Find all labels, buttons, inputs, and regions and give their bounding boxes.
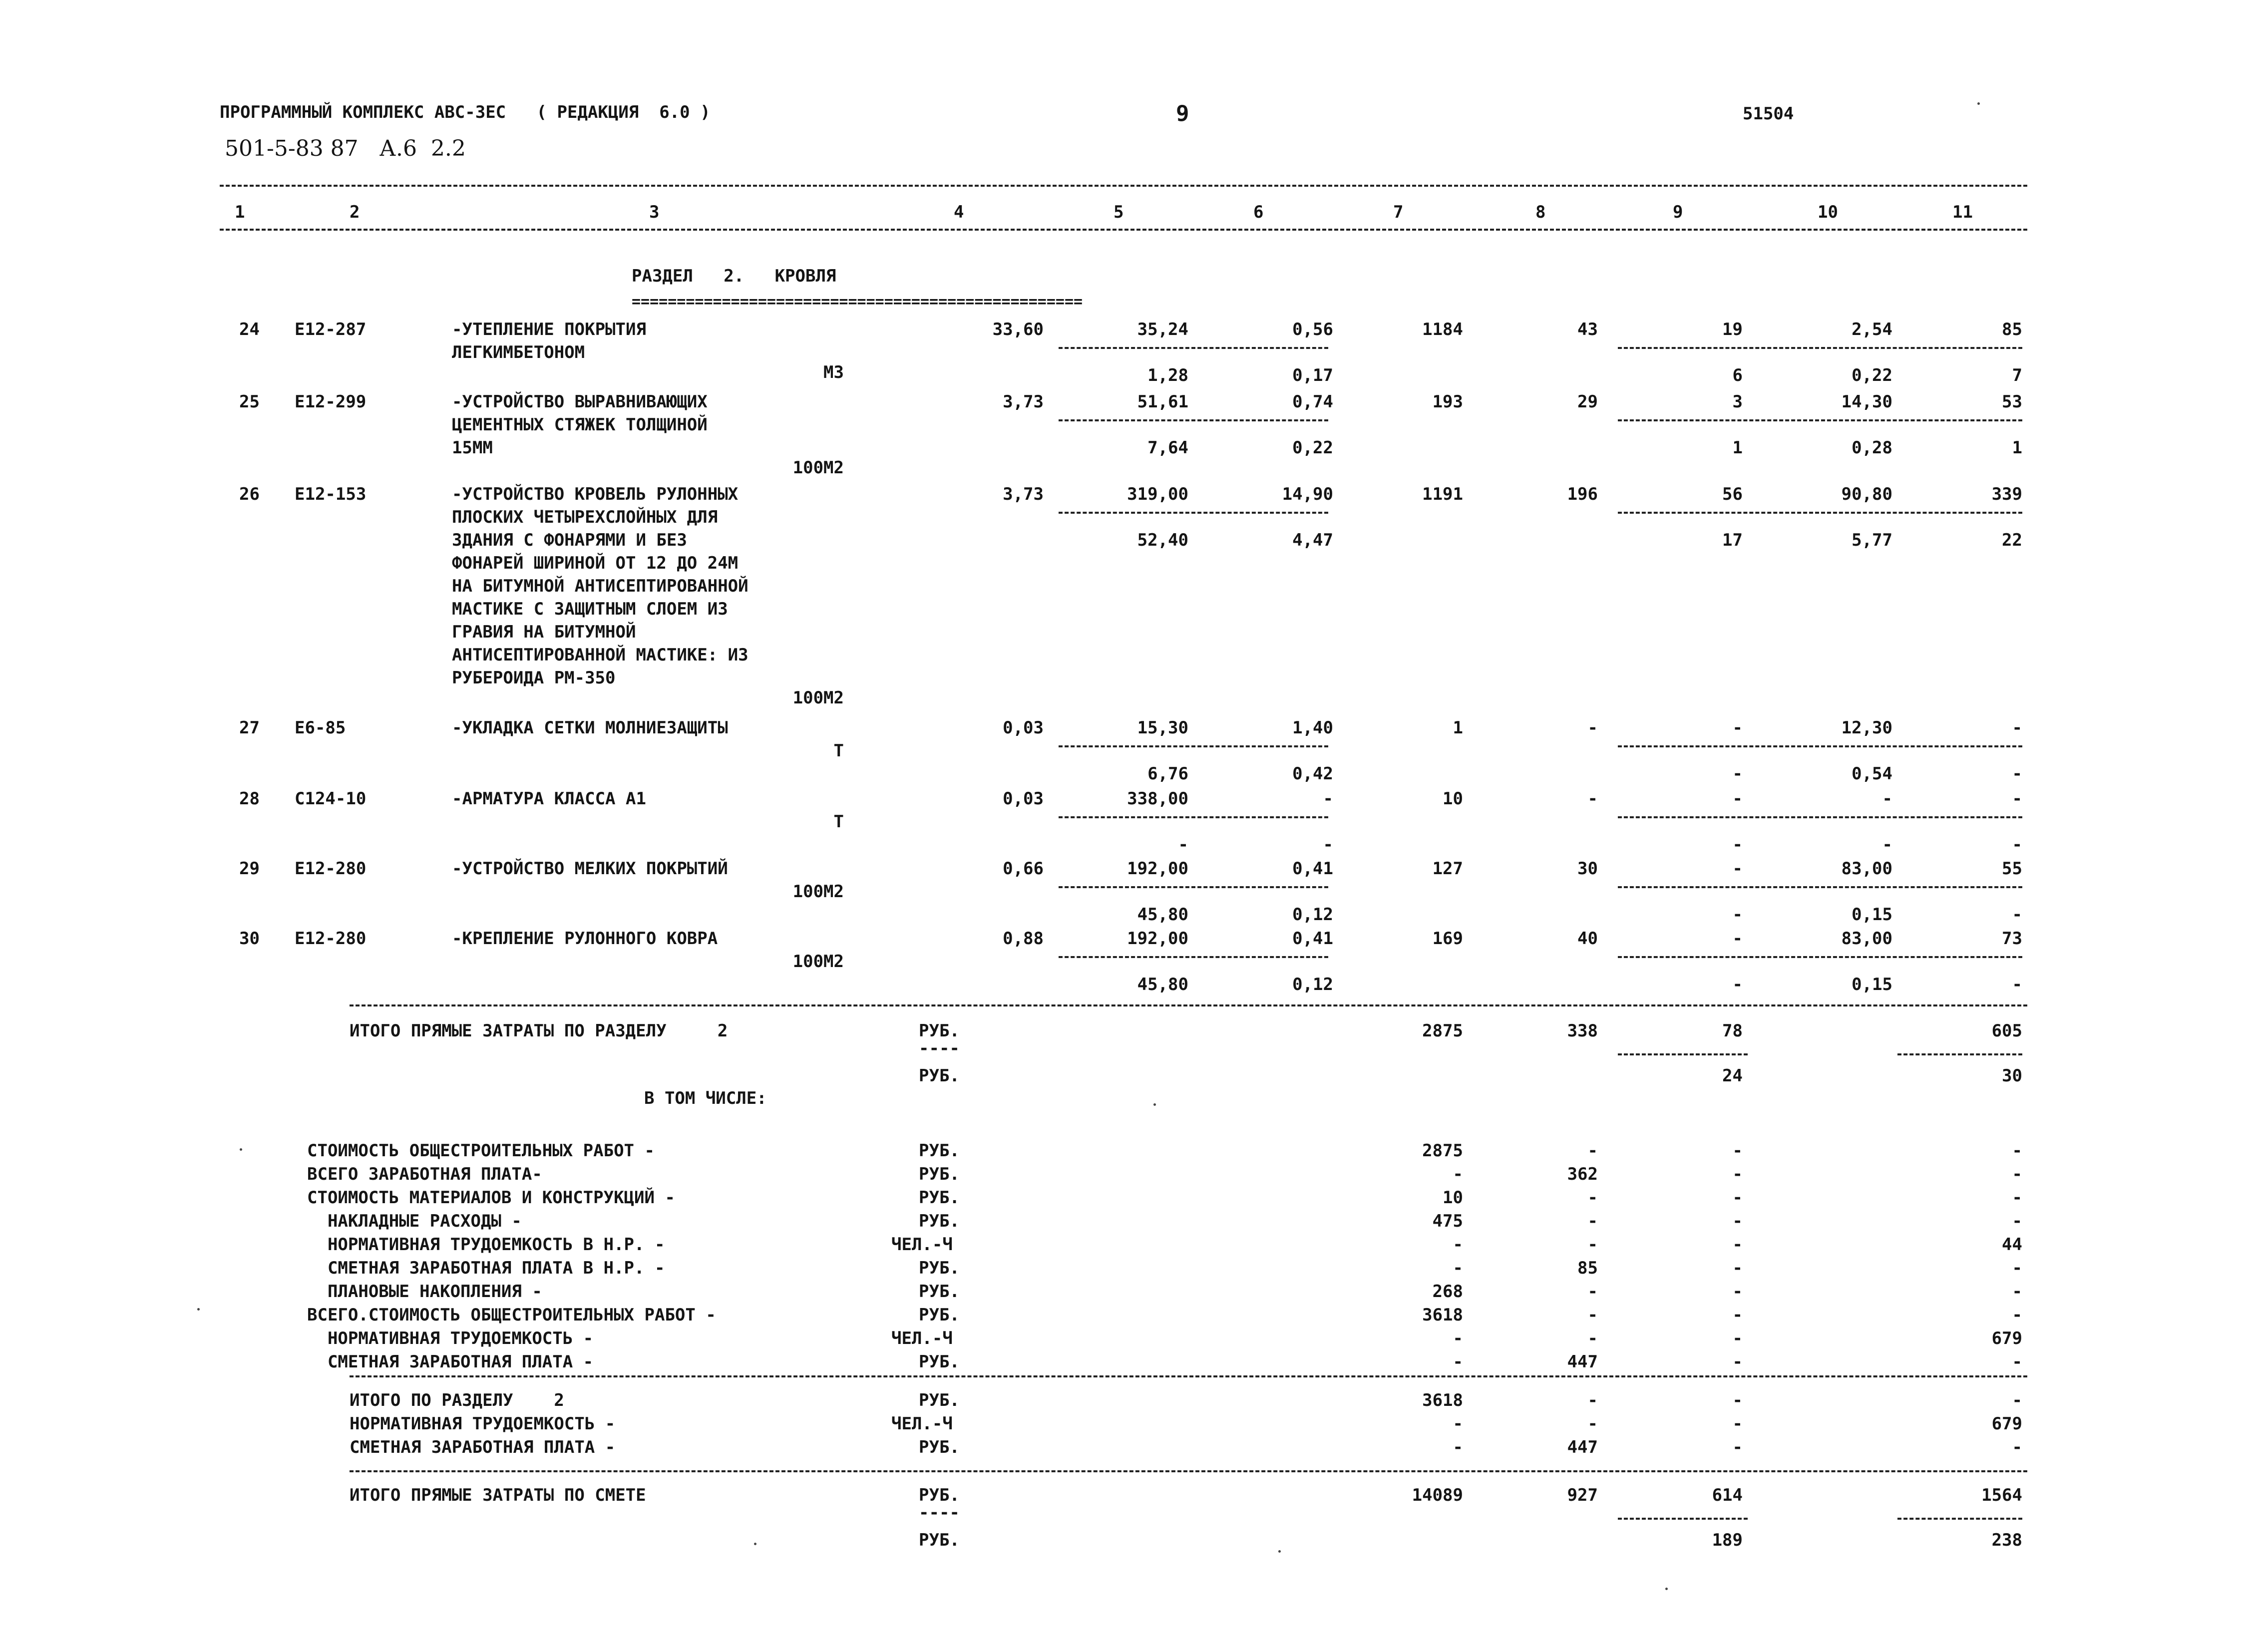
row-c5: 35,24: [1137, 320, 1188, 339]
row-c9: -: [1732, 859, 1743, 879]
including-unit: РУБ.: [919, 1141, 960, 1161]
including-c8: -: [1587, 1211, 1598, 1231]
direct-costs-dashes: ----: [919, 1038, 960, 1058]
row-c6: -: [1323, 789, 1333, 809]
including-c7: 2875: [1422, 1141, 1463, 1161]
row-c9-second: 6: [1732, 365, 1743, 385]
section-title: РАЗДЕЛ 2. КРОВЛЯ: [632, 266, 836, 286]
row-c6: 1,40: [1292, 718, 1333, 738]
column-number: 3: [649, 202, 660, 222]
including-c7: -: [1453, 1164, 1463, 1184]
including-c11: -: [2012, 1188, 2022, 1208]
row-c6-second: 0,12: [1292, 975, 1333, 994]
row-c10: 83,00: [1841, 859, 1892, 879]
row-c6-second: -: [1323, 835, 1333, 855]
direct-costs-c7: 2875: [1422, 1021, 1463, 1041]
row-c10: -: [1882, 789, 1892, 809]
estimate-totals-c11: 1564: [1981, 1485, 2022, 1505]
estimate-totals-c9-rule: [1618, 1518, 1748, 1520]
row-subtotal-rule: [1059, 956, 1328, 958]
row-c9-second: -: [1732, 905, 1743, 925]
row-subtotal-rule: [1059, 419, 1328, 421]
row-c9-second: 1: [1732, 438, 1743, 458]
including-c8: 447: [1567, 1352, 1598, 1372]
row-c5-second: 52,40: [1137, 530, 1188, 550]
section-total-label: СМЕТНАЯ ЗАРАБОТНАЯ ПЛАТА -: [350, 1437, 616, 1457]
row-number: 29: [239, 859, 260, 879]
scan-speck: [1278, 1550, 1281, 1553]
section-total-c11: 679: [1991, 1414, 2022, 1434]
estimate-totals-c9: 614: [1712, 1485, 1743, 1505]
row-c7: 1184: [1422, 320, 1463, 339]
direct-costs-c9b: 24: [1722, 1066, 1743, 1086]
row-c7: 169: [1432, 929, 1463, 949]
section-total-c11: -: [2012, 1437, 2022, 1457]
row-code: Е12-287: [295, 320, 367, 339]
including-c11: -: [2012, 1282, 2022, 1302]
including-c8: -: [1587, 1188, 1598, 1208]
including-c9: -: [1732, 1258, 1743, 1278]
including-c9: -: [1732, 1305, 1743, 1325]
row-description-line: ЦЕМЕНТНЫХ СТЯЖЕК ТОЛЩИНОЙ: [452, 415, 708, 435]
row-c7: 1: [1453, 718, 1463, 738]
header-rule-top: [220, 185, 2027, 187]
row-number: 28: [239, 789, 260, 809]
row-c10: 14,30: [1841, 392, 1892, 412]
row-description-line: -УСТРОЙСТВО ВЫРАВНИВАЮЩИХ: [452, 392, 708, 412]
row-subtotal-rule: [1059, 347, 1328, 349]
row-subtotal-rule: [1059, 745, 1328, 747]
including-c7: -: [1453, 1328, 1463, 1348]
including-c11: -: [2012, 1211, 2022, 1231]
including-unit: РУБ.: [919, 1211, 960, 1231]
section-total-c7: 3618: [1422, 1390, 1463, 1410]
section-total-unit: РУБ.: [919, 1437, 960, 1457]
row-unit: Т: [833, 741, 844, 761]
row-code: Е12-280: [295, 929, 367, 949]
estimate-totals-c11b: 238: [1991, 1530, 2022, 1550]
row-c5-second: -: [1178, 835, 1188, 855]
scan-speck: [1153, 1103, 1156, 1106]
row-c6-second: 0,12: [1292, 905, 1333, 925]
section-total-c8: -: [1587, 1390, 1598, 1410]
row-description-line: -КРЕПЛЕНИЕ РУЛОННОГО КОВРА: [452, 929, 718, 949]
row-c4: 3,73: [1003, 392, 1044, 412]
including-c9: -: [1732, 1235, 1743, 1255]
column-number: 5: [1114, 202, 1124, 222]
row-number: 25: [239, 392, 260, 412]
row-c5-second: 6,76: [1147, 764, 1188, 784]
row-c9: -: [1732, 789, 1743, 809]
including-c11: -: [2012, 1164, 2022, 1184]
including-label: НОРМАТИВНАЯ ТРУДОЕМКОСТЬ В Н.Р. -: [307, 1235, 665, 1255]
section-total-label: ИТОГО ПО РАЗДЕЛУ 2: [350, 1390, 564, 1410]
row-c6: 0,56: [1292, 320, 1333, 339]
including-c7: 3618: [1422, 1305, 1463, 1325]
direct-costs-c11: 605: [1991, 1021, 2022, 1041]
row-c9-second: -: [1732, 764, 1743, 784]
row-c7: 193: [1432, 392, 1463, 412]
estimate-totals-c8: 927: [1567, 1485, 1598, 1505]
estimate-totals-c11-rule: [1897, 1518, 2022, 1520]
row-c11-second: -: [2012, 764, 2022, 784]
row-code: Е12-299: [295, 392, 367, 412]
including-c9: -: [1732, 1188, 1743, 1208]
section-total-unit: ЧЕЛ.-Ч: [891, 1414, 953, 1434]
row-description-line: МАСТИКЕ С ЗАЩИТНЫМ СЛОЕМ ИЗ: [452, 599, 728, 619]
row-c10-second: 0,54: [1852, 764, 1892, 784]
including-c11: 44: [2002, 1235, 2022, 1255]
totals-rule: [350, 1004, 2027, 1006]
row-c9: 3: [1732, 392, 1743, 412]
row-c10: 83,00: [1841, 929, 1892, 949]
handwritten-reference: 501-5-83 87 А.6 2.2: [225, 136, 466, 161]
including-c8: -: [1587, 1235, 1598, 1255]
including-label: НАКЛАДНЫЕ РАСХОДЫ -: [307, 1211, 522, 1231]
row-c11: 339: [1991, 484, 2022, 504]
including-unit: РУБ.: [919, 1282, 960, 1302]
row-c10-second: 0,22: [1852, 365, 1892, 385]
direct-costs-c9-rule: [1618, 1053, 1748, 1055]
row-c5: 338,00: [1127, 789, 1188, 809]
row-c4: 0,03: [1003, 718, 1044, 738]
estimate-totals-label: ИТОГО ПРЯМЫЕ ЗАТРАТЫ ПО СМЕТЕ: [350, 1485, 646, 1505]
row-subtotal-rule: [1618, 956, 2022, 958]
row-c6-second: 0,17: [1292, 365, 1333, 385]
estimate-totals-dashes: ----: [919, 1503, 960, 1523]
row-code: Е6-85: [295, 718, 346, 738]
row-description-line: -АРМАТУРА КЛАССА А1: [452, 789, 646, 809]
including-c11: -: [2012, 1141, 2022, 1161]
column-number: 7: [1393, 202, 1404, 222]
row-c4: 33,60: [992, 320, 1044, 339]
scan-speck: [240, 1148, 242, 1151]
row-subtotal-rule: [1618, 886, 2022, 888]
row-unit: 100М2: [792, 882, 844, 902]
section-totals-rule: [350, 1375, 2027, 1377]
row-description-line: -УКЛАДКА СЕТКИ МОЛНИЕЗАЩИТЫ: [452, 718, 728, 738]
including-c9: -: [1732, 1282, 1743, 1302]
row-number: 24: [239, 320, 260, 339]
row-code: Е12-153: [295, 484, 367, 504]
row-description-line: ЛЕГКИМБЕТОНОМ: [452, 342, 585, 362]
estimate-totals-unit-2: РУБ.: [919, 1530, 960, 1550]
row-c10: 90,80: [1841, 484, 1892, 504]
row-description-line: -УСТРОЙСТВО КРОВЕЛЬ РУЛОННЫХ: [452, 484, 739, 504]
direct-costs-c11b: 30: [2002, 1066, 2022, 1086]
row-c11-second: 7: [2012, 365, 2022, 385]
row-c11: 85: [2002, 320, 2022, 339]
including-unit: РУБ.: [919, 1352, 960, 1372]
section-title-underline: ==================================================: [632, 293, 1083, 311]
row-description-line: ЗДАНИЯ С ФОНАРЯМИ И БЕЗ: [452, 530, 687, 550]
row-c8: 30: [1577, 859, 1598, 879]
row-code: Е12-280: [295, 859, 367, 879]
including-label: СТОИМОСТЬ ОБЩЕСТРОИТЕЛЬНЫХ РАБОТ -: [307, 1141, 655, 1161]
row-c11: 55: [2002, 859, 2022, 879]
row-c11-second: 1: [2012, 438, 2022, 458]
including-c11: -: [2012, 1305, 2022, 1325]
row-subtotal-rule: [1059, 512, 1328, 514]
including-label: ПЛАНОВЫЕ НАКОПЛЕНИЯ -: [307, 1282, 542, 1302]
direct-costs-c9: 78: [1722, 1021, 1743, 1041]
row-number: 26: [239, 484, 260, 504]
including-c8: 362: [1567, 1164, 1598, 1184]
row-c9-second: -: [1732, 975, 1743, 994]
row-c9-second: 17: [1722, 530, 1743, 550]
row-c9: -: [1732, 718, 1743, 738]
row-c6-second: 4,47: [1292, 530, 1333, 550]
column-number: 2: [350, 202, 360, 222]
including-c8: -: [1587, 1328, 1598, 1348]
row-c10-second: 5,77: [1852, 530, 1892, 550]
row-c8: 196: [1567, 484, 1598, 504]
row-c5: 319,00: [1127, 484, 1188, 504]
row-code: С124-10: [295, 789, 367, 809]
section-total-c9: -: [1732, 1390, 1743, 1410]
estimate-totals-rule: [350, 1470, 2027, 1472]
including-c9: -: [1732, 1164, 1743, 1184]
row-c11: -: [2012, 718, 2022, 738]
row-description-line: -УТЕПЛЕНИЕ ПОКРЫТИЯ: [452, 320, 646, 339]
including-unit: РУБ.: [919, 1188, 960, 1208]
row-c9: 56: [1722, 484, 1743, 504]
row-c8: -: [1587, 718, 1598, 738]
including-c7: -: [1453, 1352, 1463, 1372]
row-c6: 0,41: [1292, 859, 1333, 879]
row-c11-second: -: [2012, 975, 2022, 994]
row-c5: 192,00: [1127, 929, 1188, 949]
estimate-totals-c7: 14089: [1412, 1485, 1463, 1505]
row-c11: 53: [2002, 392, 2022, 412]
row-c10-second: 0,15: [1852, 975, 1892, 994]
row-c10-second: -: [1882, 835, 1892, 855]
including-c7: 475: [1432, 1211, 1463, 1231]
including-title: В ТОМ ЧИСЛЕ:: [644, 1088, 767, 1108]
section-total-c7: -: [1453, 1414, 1463, 1434]
row-c5-second: 45,80: [1137, 975, 1188, 994]
row-unit: 100М2: [792, 688, 844, 708]
row-subtotal-rule: [1618, 419, 2022, 421]
section-total-c9: -: [1732, 1414, 1743, 1434]
row-c4: 3,73: [1003, 484, 1044, 504]
row-c6-second: 0,42: [1292, 764, 1333, 784]
row-description-line: ФОНАРЕЙ ШИРИНОЙ ОТ 12 ДО 24М: [452, 553, 739, 573]
column-number: 1: [235, 202, 245, 222]
row-c7: 1191: [1422, 484, 1463, 504]
row-c11-second: -: [2012, 835, 2022, 855]
including-c7: 10: [1443, 1188, 1463, 1208]
row-description-line: ПЛОСКИХ ЧЕТЫРЕХСЛОЙНЫХ ДЛЯ: [452, 507, 718, 527]
row-c6: 14,90: [1282, 484, 1333, 504]
scan-speck: [754, 1543, 756, 1545]
row-c8: -: [1587, 789, 1598, 809]
row-c11: 73: [2002, 929, 2022, 949]
row-c10: 2,54: [1852, 320, 1892, 339]
row-c9: -: [1732, 929, 1743, 949]
row-c5-second: 45,80: [1137, 905, 1188, 925]
row-description-line: 15ММ: [452, 438, 493, 458]
section-total-c11: -: [2012, 1390, 2022, 1410]
row-c4: 0,88: [1003, 929, 1044, 949]
including-c7: -: [1453, 1235, 1463, 1255]
row-c10-second: 0,15: [1852, 905, 1892, 925]
row-subtotal-rule: [1618, 816, 2022, 818]
including-unit: РУБ.: [919, 1258, 960, 1278]
header-rule-bottom: [220, 229, 2027, 231]
row-unit: 100М2: [792, 458, 844, 478]
column-number: 6: [1253, 202, 1264, 222]
including-unit: ЧЕЛ.-Ч: [891, 1235, 953, 1255]
row-c7: 10: [1443, 789, 1463, 809]
including-c8: -: [1587, 1141, 1598, 1161]
including-c7: -: [1453, 1258, 1463, 1278]
row-number: 30: [239, 929, 260, 949]
row-c5: 192,00: [1127, 859, 1188, 879]
row-description-line: -УСТРОЙСТВО МЕЛКИХ ПОКРЫТИЙ: [452, 859, 728, 879]
row-c7: 127: [1432, 859, 1463, 879]
row-c11-second: 22: [2002, 530, 2022, 550]
row-c5: 51,61: [1137, 392, 1188, 412]
row-description-line: РУБЕРОИДА РМ-350: [452, 668, 616, 688]
direct-costs-c11-rule: [1897, 1053, 2022, 1055]
direct-costs-label: ИТОГО ПРЯМЫЕ ЗАТРАТЫ ПО РАЗДЕЛУ 2: [350, 1021, 728, 1041]
column-number: 8: [1535, 202, 1546, 222]
including-label: ВСЕГО.СТОИМОСТЬ ОБЩЕСТРОИТЕЛЬНЫХ РАБОТ -: [307, 1305, 716, 1325]
scan-speck: [1665, 1588, 1668, 1590]
section-total-c9: -: [1732, 1437, 1743, 1457]
row-unit: Т: [833, 812, 844, 832]
direct-costs-unit-2: РУБ.: [919, 1066, 960, 1086]
including-c11: -: [2012, 1258, 2022, 1278]
including-label: НОРМАТИВНАЯ ТРУДОЕМКОСТЬ -: [307, 1328, 594, 1348]
including-c9: -: [1732, 1328, 1743, 1348]
direct-costs-unit: РУБ.: [919, 1021, 960, 1041]
row-c9: 19: [1722, 320, 1743, 339]
section-total-unit: РУБ.: [919, 1390, 960, 1410]
including-c9: -: [1732, 1211, 1743, 1231]
including-unit: РУБ.: [919, 1305, 960, 1325]
including-unit: РУБ.: [919, 1164, 960, 1184]
row-c4: 0,66: [1003, 859, 1044, 879]
including-c8: -: [1587, 1305, 1598, 1325]
including-c11: -: [2012, 1352, 2022, 1372]
row-c10-second: 0,28: [1852, 438, 1892, 458]
row-c11-second: -: [2012, 905, 2022, 925]
row-c6: 0,74: [1292, 392, 1333, 412]
row-description-line: ГРАВИЯ НА БИТУМНОЙ: [452, 622, 636, 642]
including-c8: 85: [1577, 1258, 1598, 1278]
including-c11: 679: [1991, 1328, 2022, 1348]
section-total-label: НОРМАТИВНАЯ ТРУДОЕМКОСТЬ -: [350, 1414, 616, 1434]
scan-speck: [1977, 102, 1980, 105]
row-number: 27: [239, 718, 260, 738]
scan-speck: [197, 1308, 200, 1311]
column-number: 9: [1673, 202, 1683, 222]
including-c8: -: [1587, 1282, 1598, 1302]
row-c6-second: 0,22: [1292, 438, 1333, 458]
row-unit: 100М2: [792, 952, 844, 972]
row-subtotal-rule: [1618, 347, 2022, 349]
including-label: ВСЕГО ЗАРАБОТНАЯ ПЛАТА-: [307, 1164, 542, 1184]
row-description-line: НА БИТУМНОЙ АНТИСЕПТИРОВАННОЙ: [452, 576, 748, 596]
including-c7: 268: [1432, 1282, 1463, 1302]
column-number: 11: [1952, 202, 1973, 222]
including-unit: ЧЕЛ.-Ч: [891, 1328, 953, 1348]
row-c5-second: 1,28: [1147, 365, 1188, 385]
direct-costs-c8: 338: [1567, 1021, 1598, 1041]
page-number: 9: [1176, 101, 1189, 126]
section-total-c8: -: [1587, 1414, 1598, 1434]
row-c8: 29: [1577, 392, 1598, 412]
row-c10: 12,30: [1841, 718, 1892, 738]
including-c9: -: [1732, 1352, 1743, 1372]
including-label: СТОИМОСТЬ МАТЕРИАЛОВ И КОНСТРУКЦИЙ -: [307, 1188, 675, 1208]
row-subtotal-rule: [1059, 886, 1328, 888]
row-c5-second: 7,64: [1147, 438, 1188, 458]
including-label: СМЕТНАЯ ЗАРАБОТНАЯ ПЛАТА В Н.Р. -: [307, 1258, 665, 1278]
row-c9-second: -: [1732, 835, 1743, 855]
row-c8: 40: [1577, 929, 1598, 949]
row-subtotal-rule: [1618, 745, 2022, 747]
column-number: 10: [1818, 202, 1838, 222]
column-number: 4: [954, 202, 964, 222]
row-c5: 15,30: [1137, 718, 1188, 738]
section-total-c7: -: [1453, 1437, 1463, 1457]
section-total-c8: 447: [1567, 1437, 1598, 1457]
including-c9: -: [1732, 1141, 1743, 1161]
including-label: СМЕТНАЯ ЗАРАБОТНАЯ ПЛАТА -: [307, 1352, 594, 1372]
program-header: ПРОГРАММНЫЙ КОМПЛЕКС АВС-ЗЕС ( РЕДАКЦИЯ 6.0 ): [220, 102, 711, 122]
row-c4: 0,03: [1003, 789, 1044, 809]
estimate-totals-c9b: 189: [1712, 1530, 1743, 1550]
document-code: 51504: [1743, 104, 1794, 124]
row-unit: М3: [823, 362, 844, 382]
row-c8: 43: [1577, 320, 1598, 339]
row-c6: 0,41: [1292, 929, 1333, 949]
row-subtotal-rule: [1059, 816, 1328, 818]
row-subtotal-rule: [1618, 512, 2022, 514]
row-description-line: АНТИСЕПТИРОВАННОЙ МАСТИКЕ: ИЗ: [452, 645, 748, 665]
estimate-totals-unit: РУБ.: [919, 1485, 960, 1505]
row-c11: -: [2012, 789, 2022, 809]
